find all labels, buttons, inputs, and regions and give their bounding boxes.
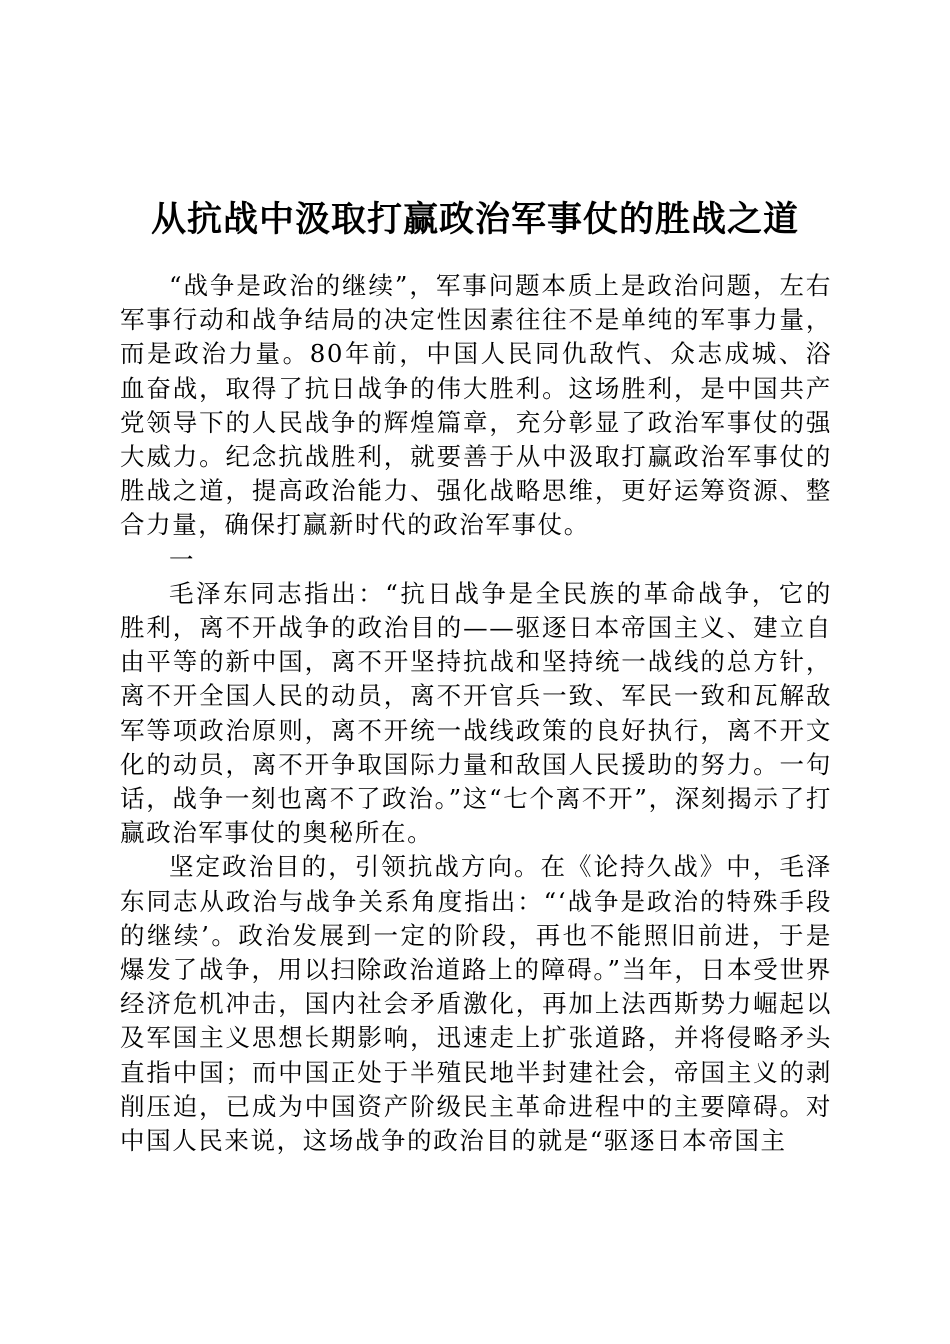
paragraph-political-goal: 坚定政治目的，引领抗战方向。在《论持久战》中，毛泽东同志从政治与战争关系角度指出：“‘战争是政治的特殊手段的继续’。政治发展到一定的阶段，再也不能照旧前进，于是爆发了战争，用以扫除政治道路上的障碍。”当年，日本受世界经济危机冲击，国内社会矛盾激化，再加上法西斯势力崛起以及军国主义思想长期影响，迅速走上扩张道路，并将侵略矛头直指中国；而中国正处于半殖民地半封建社会，帝国主义的剥削压迫，已成为中国资产阶级民主革命进程中的主要障碍。对中国人民来说，这场战争的政治目的就是“驱逐日本帝国主 [120,852,832,1156]
document-title: 从抗战中汲取打赢政治军事仗的胜战之道 [150,199,799,240]
paragraph-quote: 毛泽东同志指出：“抗日战争是全民族的革命战争，它的胜利，离不开战争的政治目的——驱逐日本帝国主义、建立自由平等的新中国，离不开坚持抗战和坚持统一战线的总方针，离不开全国人民的动员，离不开官兵一致、军民一致和瓦解敌军等项政治原则，离不开统一战线政策的良好执行，离不开文化的动员，离不开争取国际力量和敌国人民援助的努力。一句话，战争一刻也离不了政治。”这“七个离不开”，深刻揭示了打赢政治军事仗的奥秘所在。 [120,578,832,848]
paragraph-intro: “战争是政治的继续”，军事问题本质上是政治问题，左右军事行动和战争结局的决定性因素往往不是单纯的军事力量，而是政治力量。80年前，中国人民同仇敌忾、众志成城、浴血奋战，取得了抗日战争的伟大胜利。这场胜利，是中国共产党领导下的人民战争的辉煌篇章，充分彰显了政治军事仗的强大威力。纪念抗战胜利，就要善于从中汲取打赢政治军事仗的胜战之道，提高政治能力、强化战略思维，更好运筹资源、整合力量，确保打赢新时代的政治军事仗。 [120,271,832,540]
section-heading-one: 一 [169,544,196,574]
document-body [120,269,832,1158]
